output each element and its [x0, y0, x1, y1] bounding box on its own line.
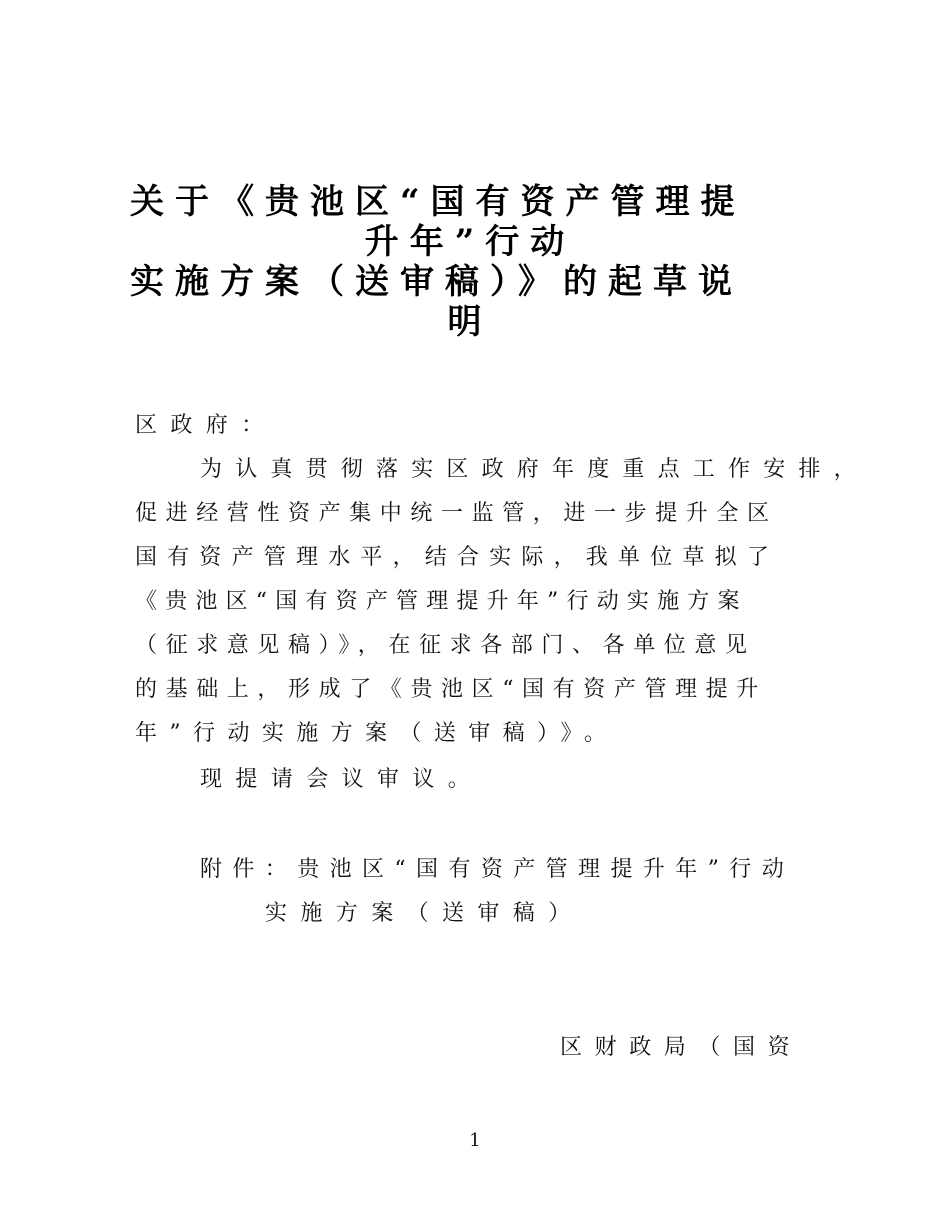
attachment-line-2: 实施方案（送审稿） — [265, 901, 584, 926]
page-number: 1 — [469, 1130, 481, 1151]
body-line-2: 促进经营性资产集中统一监管，进一步提升全区 — [135, 501, 778, 526]
body-line-3: 国有资产管理水平，结合实际，我单位草拟了 — [135, 545, 780, 570]
body-line-1: 为认真贯彻落实区政府年度重点工作安排， — [200, 457, 869, 482]
title-line-2: 升年”行动 — [364, 222, 576, 262]
document-title — [130, 182, 810, 342]
title-line-4: 明 — [447, 302, 493, 342]
body-line-7: 年”行动实施方案（送审稿）》。 — [135, 721, 619, 746]
signature: 区财政局（国资 — [560, 1035, 803, 1060]
body-line-5: （征求意见稿）》，在征求各部门、各单位意见 — [135, 633, 756, 658]
title-line-3: 实施方案（送审稿）》的起草说 — [130, 262, 743, 302]
body-paragraph — [135, 448, 869, 756]
body-line-6: 的基础上，形成了《贵池区“国有资产管理提升 — [135, 677, 767, 702]
body-line-4: 《贵池区“国有资产管理提升年”行动实施方案 — [135, 589, 748, 614]
title-line-1: 关于《贵池区“国有资产管理提 — [130, 182, 746, 222]
attachment-line-1: 附件：贵池区“国有资产管理提升年”行动 — [200, 857, 795, 882]
salutation: 区政府： — [135, 413, 277, 438]
closing-request: 现提请会议审议。 — [200, 767, 484, 792]
